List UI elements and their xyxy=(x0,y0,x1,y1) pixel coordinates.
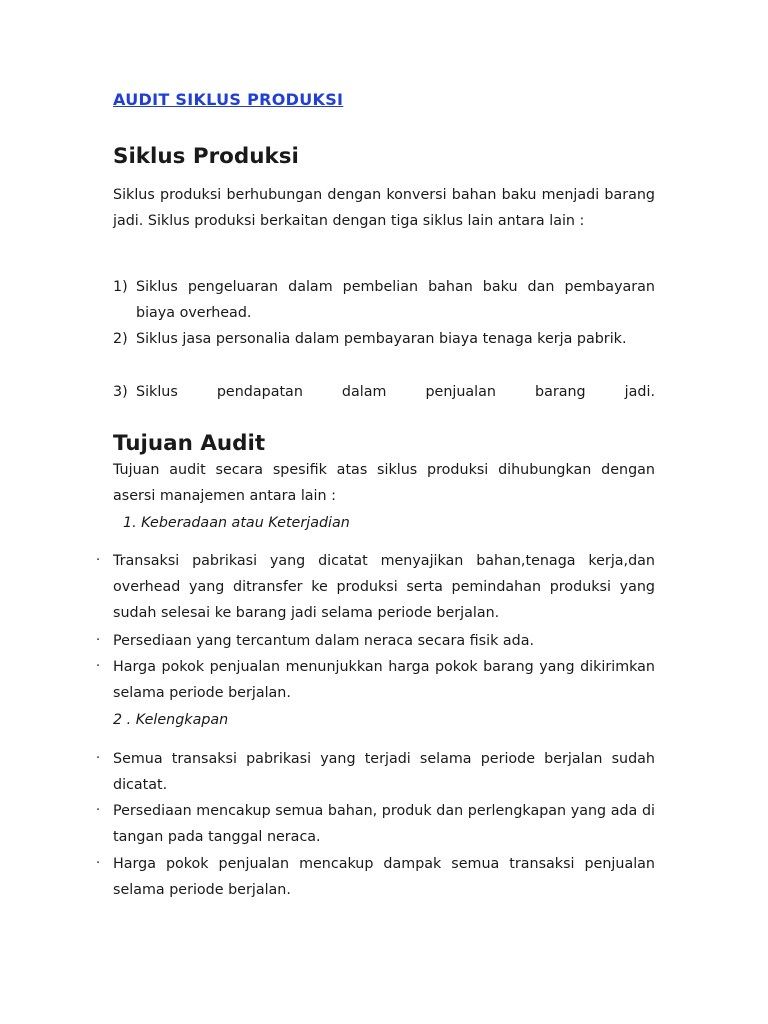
tujuan-intro-paragraph: Tujuan audit secara spesifik atas siklus produksi dihubungkan dengan asersi manajemen antara lain : xyxy=(113,462,655,504)
bullet-icon: · xyxy=(96,856,101,871)
bullet-item-6 xyxy=(96,851,655,903)
bullet-item-5 xyxy=(96,798,655,850)
bullet-text: Persediaan yang tercantum dalam neraca secara fisik ada. xyxy=(113,633,535,649)
bullet-item-4 xyxy=(96,746,655,798)
bullet-text: Semua transaksi pabrikasi yang terjadi selama periode berjalan sudah dicatat. xyxy=(113,751,655,793)
subheading-kelengkapan: 2 . Kelengkapan xyxy=(113,712,229,728)
bullet-icon: · xyxy=(96,751,101,766)
heading-tujuan-audit: Tujuan Audit xyxy=(113,431,266,456)
item-number: 3) xyxy=(113,384,128,400)
item-text: Siklus pendapatan dalam penjualan barang jadi. xyxy=(136,384,655,400)
item-number: 1) xyxy=(113,279,128,295)
numbered-item-2 xyxy=(113,326,655,352)
bullet-icon: · xyxy=(96,659,101,674)
heading-siklus-produksi: Siklus Produksi xyxy=(113,144,299,169)
bullet-text: Harga pokok penjualan menunjukkan harga pokok barang yang dikirimkan selama periode berjalan. xyxy=(113,659,655,701)
bullet-text: Transaksi pabrikasi yang dicatat menyajikan bahan,tenaga kerja,dan overhead yang ditransfer ke produksi serta pemindahan produksi yang sudah selesai ke barang jadi selama periode berjalan. xyxy=(113,553,655,621)
document-title: AUDIT SIKLUS PRODUKSI xyxy=(113,90,344,109)
item-number: 2) xyxy=(113,331,128,347)
bullet-icon: · xyxy=(96,633,101,648)
bullet-item-3 xyxy=(96,654,655,706)
bullet-item-2 xyxy=(96,628,655,654)
bullet-text: Harga pokok penjualan mencakup dampak semua transaksi penjualan selama periode berjalan. xyxy=(113,856,655,898)
subheading-keberadaan: 1. Keberadaan atau Keterjadian xyxy=(123,515,350,531)
numbered-item-1 xyxy=(113,274,655,326)
item-text: Siklus jasa personalia dalam pembayaran biaya tenaga kerja pabrik. xyxy=(136,331,627,347)
intro-paragraph: Siklus produksi berhubungan dengan konversi bahan baku menjadi barang jadi. Siklus produksi berkaitan dengan tiga siklus lain antara lain : xyxy=(113,187,655,229)
bullet-icon: · xyxy=(96,803,101,818)
numbered-item-3 xyxy=(113,379,655,405)
bullet-icon: · xyxy=(96,553,101,568)
bullet-item-1 xyxy=(96,548,655,626)
item-text: Siklus pengeluaran dalam pembelian bahan baku dan pembayaran biaya overhead. xyxy=(136,279,655,321)
bullet-text: Persediaan mencakup semua bahan, produk dan perlengkapan yang ada di tangan pada tanggal neraca. xyxy=(113,803,655,845)
